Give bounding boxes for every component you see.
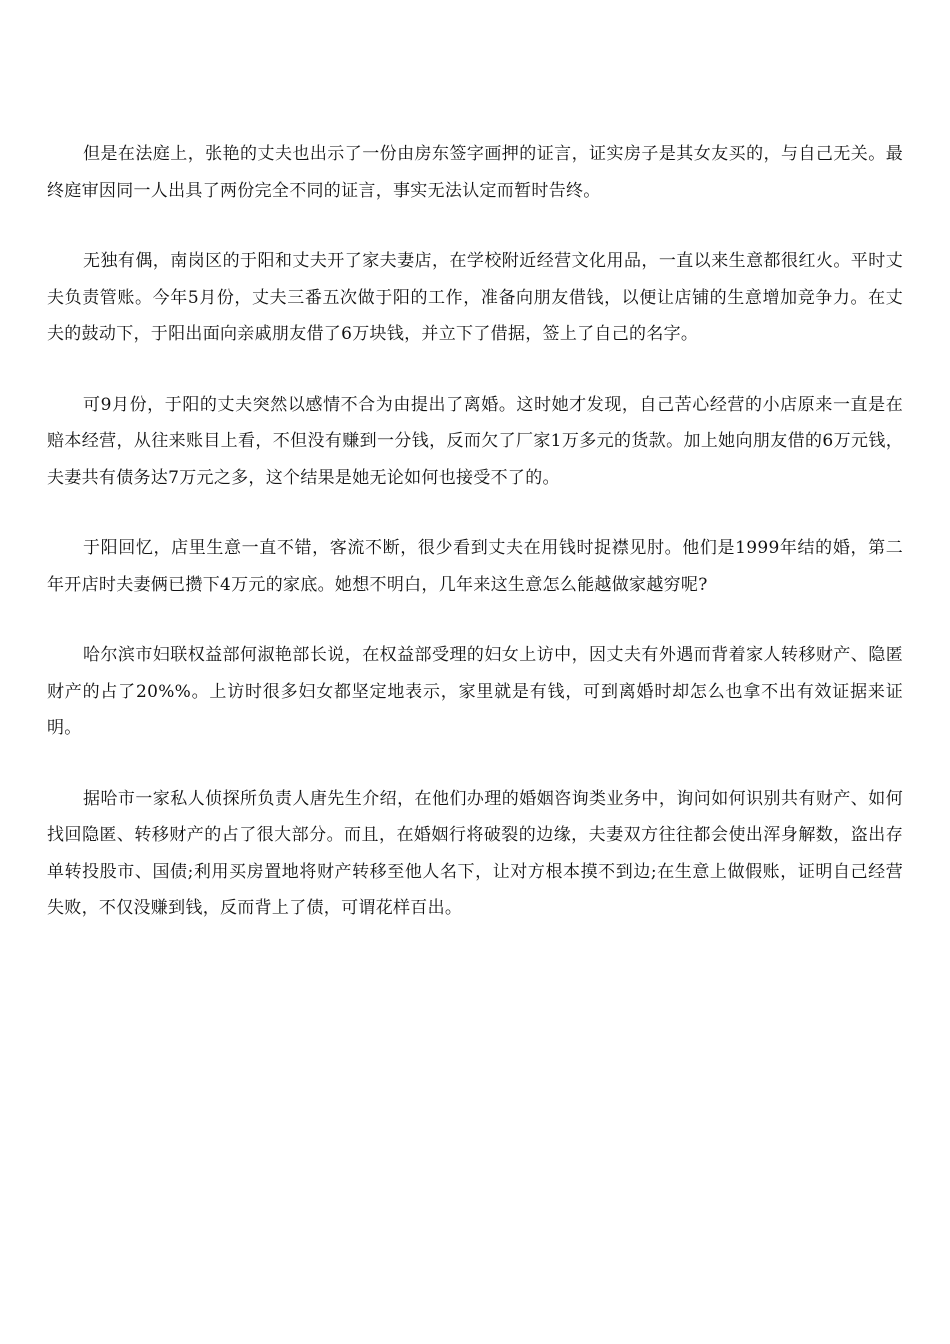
document-body (47, 136, 903, 961)
paragraph-5: 哈尔滨市妇联权益部何淑艳部长说，在权益部受理的妇女上访中，因丈夫有外遇而背着家人转移财产、隐匿财产的占了20%%。上访时很多妇女都坚定地表示，家里就是有钱，可到离婚时却怎么也拿不出有效证据来证明。 (47, 645, 903, 738)
paragraph-4: 于阳回忆，店里生意一直不错，客流不断，很少看到丈夫在用钱时捉襟见肘。他们是1999年结的婚，第二年开店时夫妻俩已攒下4万元的家底。她想不明白，几年来这生意怎么能越做家越穷呢? (47, 538, 903, 595)
paragraph-6: 据哈市一家私人侦探所负责人唐先生介绍，在他们办理的婚姻咨询类业务中，询问如何识别共有财产、如何找回隐匿、转移财产的占了很大部分。而且，在婚姻行将破裂的边缘，夫妻双方往往都会使出浑身解数，盗出存单转投股市、国债;利用买房置地将财产转移至他人名下，让对方根本摸不到边;在生意上做假账，证明自己经营失败，不仅没赚到钱，反而背上了债，可谓花样百出。 (47, 788, 903, 918)
paragraph-2: 无独有偶，南岗区的于阳和丈夫开了家夫妻店，在学校附近经营文化用品，一直以来生意都很红火。平时丈夫负责管账。今年5月份，丈夫三番五次做于阳的工作，准备向朋友借钱，以便让店铺的生意增加竞争力。在丈夫的鼓动下，于阳出面向亲戚朋友借了6万块钱，并立下了借据，签上了自己的名字。 (47, 251, 903, 344)
paragraph-1: 但是在法庭上，张艳的丈夫也出示了一份由房东签字画押的证言，证实房子是其女友买的，与自己无关。最终庭审因同一人出具了两份完全不同的证言，事实无法认定而暂时告终。 (47, 144, 903, 201)
paragraph-3: 可9月份，于阳的丈夫突然以感情不合为由提出了离婚。这时她才发现，自己苦心经营的小店原来一直是在赔本经营，从往来账目上看，不但没有赚到一分钱，反而欠了厂家1万多元的货款。加上她向朋友借的6万元钱，夫妻共有债务达7万元之多，这个结果是她无论如何也接受不了的。 (47, 394, 903, 488)
